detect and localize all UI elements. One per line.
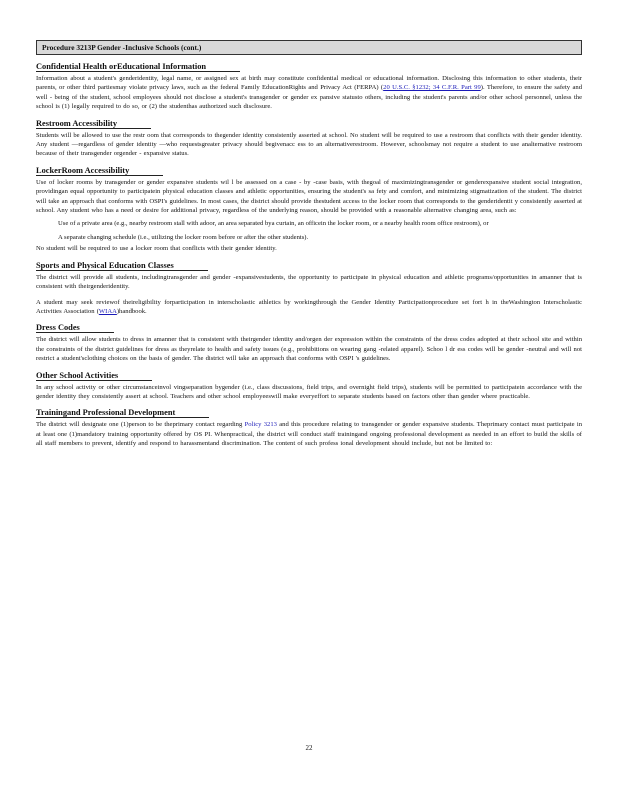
procedure-title: Procedure 3213P Gender -Inclusive Schools (cont.) xyxy=(42,43,202,52)
list-item: Use of a private area (e.g., nearby restroom stall with adoor, an area separated bya curtain, an officein the locker room, or a nearby health room office restroom), or xyxy=(36,219,582,228)
wiaa-link[interactable]: WIAA xyxy=(98,307,117,315)
heading-training: Trainingand Professional Development xyxy=(36,407,582,418)
bullet-icon xyxy=(36,233,58,242)
heading-locker-room-accessibility: LockerRoom Accessibility xyxy=(36,165,582,176)
paragraph-dress: The district will allow students to dress in amanner that is consistent with theirgender identity and/orgen der expression within the constraints of the dress codes adopted at their school site and within the constraints of the district guidelines for dress as theyrelate to health and safety issues (e.g., prohibitions on wearing gang -related apparel). Schoo l dr ess codes will be gender -neutral and will not restrict a student'sclothing choices on the basis of gender. The district will take an approach that conforms with OSPI 's guidelines. xyxy=(36,336,582,363)
ferpa-citation-link[interactable]: 20 U.S.C. §1232; 34 C.F.R. Part 99 xyxy=(383,84,481,92)
page-number: 22 xyxy=(305,744,313,752)
heading-sports-pe: Sports and Physical Education Classes xyxy=(36,260,582,271)
list-item: A separate changing schedule (i.e., utilizing the locker room before or after the other students). xyxy=(36,233,582,242)
paragraph-confidential: Information about a student's genderidentity, legal name, or assigned sex at birth may constitute confidential medical or educational information. Disclosing this information to other students, their parents, or other third partiesmay violate privacy laws, such as the federal Family EducationRights and Privacy Act (FERPA) (20 U.S.C. §1232; 34 C.F.R. Part 99). Therefore, to ensure the safety and well - being of the student, school employees should not disclose a student's transgender or gender ex pansive statusto others, including the student's parents and/or other school personnel, unless the school is (1) legally required to do so, or (2) the studenthas authorized such disclosure. xyxy=(36,75,582,111)
heading-restroom-accessibility: Restroom Accessibility xyxy=(36,118,582,129)
policy-3213-link[interactable]: Policy 3213 xyxy=(244,421,277,429)
heading-confidential-info: Confidential Health orEducational Information xyxy=(36,61,582,72)
paragraph-sports-wiaa: A student may seek reviewof theireligibility forparticipation in interscholastic athletics by workingthrough the Gender Identity Participationprocedure set fort h in theWashington Interscholastic Activities Association (WIAA)handbook. xyxy=(36,298,582,315)
paragraph-restroom: Students will be allowed to use the restr oom that corresponds to thegender identity consistently asserted at school. No student will be required to use a restroom that conflicts with their gender identity. Any student —regardless of gender identity —who requestsgreater privacy should begivenacc ess to an alternativerestroom. However, schoolsmay not require a student to use analternative restroom because of their transgender orgender - expansive status. xyxy=(36,131,582,158)
paragraph-locker-closing: No student will be required to use a locker room that conflicts with their gender identity. xyxy=(36,245,277,253)
paragraph-training: The district will designate one (1)person to be theprimary contact regarding Policy 3213 and this procedure relating to transgender or gender expansive students. Theprimary contact must participate in at least one (1)mandatory training opportunity offered by OS PI. Whenpractical, the district will conduct staff trainingand ongoing professional development as needed in an effort to build the skills of all staff members to prevent, identify and respond to harassmentand discrimination. The content of such profess ional development should include, but not be limited to: xyxy=(36,421,582,448)
paragraph-sports: The district will provide all students, includingtransgender and gender -expansivestudents, the opportunity to participate in physical education and athletic programs/opportunities in amanner that is consistent with theirgenderidentity. xyxy=(36,273,582,291)
bullet-icon xyxy=(36,219,58,228)
heading-dress-codes: Dress Codes xyxy=(36,322,582,333)
procedure-title-bar xyxy=(36,40,582,55)
heading-other-activities: Other School Activities xyxy=(36,370,582,381)
paragraph-activities: In any school activity or other circumstanceinvol vingseparation bygender (i.e., class discussions, field trips, and overnight field trips), students will be permitted to participatein accordance with the gender identity they consistently assert at school. Teachers and other school employeeswill make everyeffort to separate students based on factors other than gender where practicable. xyxy=(36,383,582,400)
document-page xyxy=(36,40,582,449)
paragraph-locker: Use of locker rooms by transgender or gender expansive students wil l be assessed on a case - by -case basis, with thegoal of maximizingtransgender or genderexpansive student social integration, providingan equal opportunity to participatein physical education classes and athletic opportunities, ensuring the student's sa fety and comfort, and minimizing stigmatization of the student. The district will take an approach that conforms with OSPI's guidelines. In most cases, the district should provide thestudent access to the locker room that corresponds to the genderidentit y consistently asserted at school. Any student who has a need or desire for additional privacy, regardless of the underlying reason, should be provided with a reasonable alternative changing area, such as: xyxy=(36,178,582,215)
